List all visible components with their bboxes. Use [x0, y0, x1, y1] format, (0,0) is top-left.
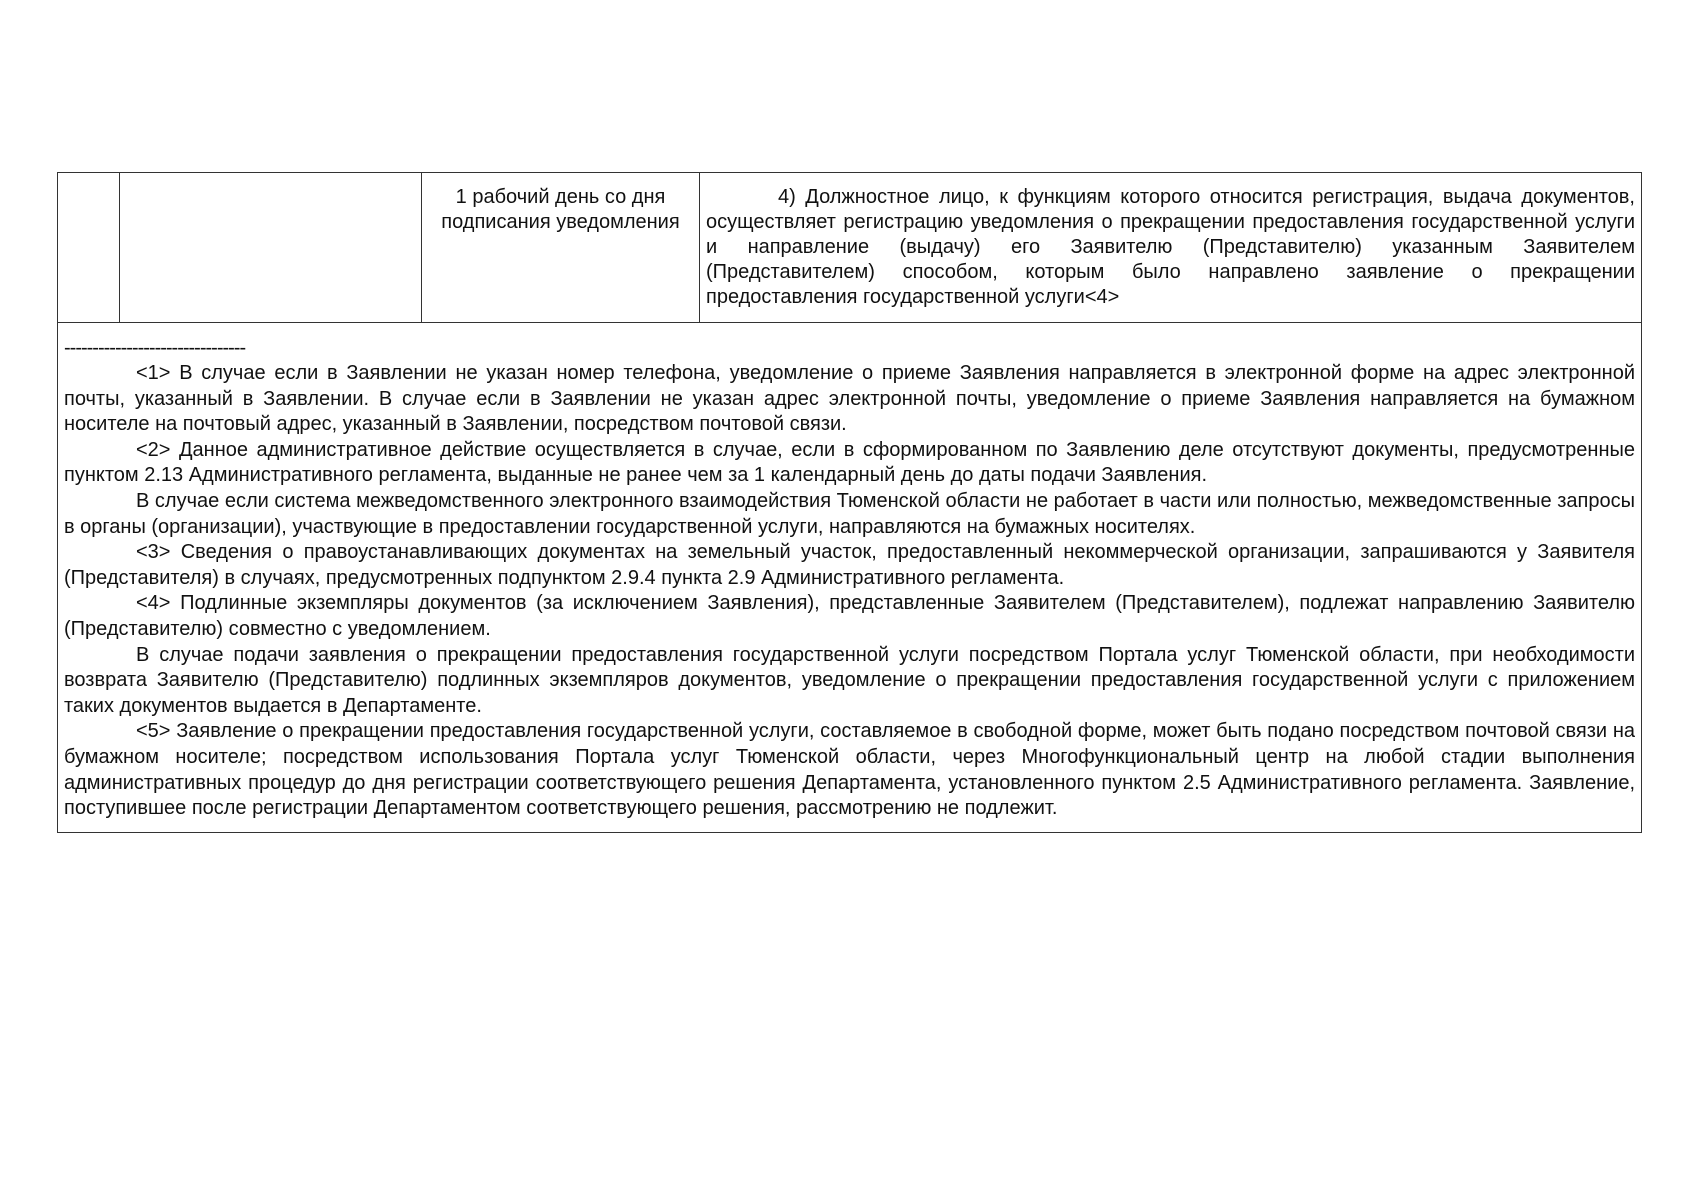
footnote-3: <3> Сведения о правоустанавливающих документах на земельный участок, предоставленный некоммерческой организации, запрашиваются у Заявителя (Представителя) в случаях, предусмотренных подпунктом 2.9.4 пункта 2.9 Административного регламента.	[64, 541, 1635, 589]
footnotes-section	[58, 323, 1641, 832]
footnote-2: <2> Данное административное действие осуществляется в случае, если в сформированном по Заявлению деле отсутствуют документы, предусмотренные пунктом 2.13 Административного регламента, выданные не ранее чем за 1 календарный день до даты подачи Заявления.	[64, 438, 1635, 487]
footnote-4-continued: В случае подачи заявления о прекращении предоставления государственной услуги посредством Портала услуг Тюменской области, при необходимости возврата Заявителю (Представителю) подлинных экземпляров документов, уведомление о прекращении предоставления государственной услуги с приложением таких документов выдается в Департаменте.	[64, 643, 1635, 717]
footnote-2-continued: В случае если система межведомственного электронного взаимодействия Тюменской области не работает в части или полностью, межведомственные запросы в органы (организации), участвующие в предоставлении государственной услуги, направляются на бумажных носителях.	[64, 489, 1635, 538]
table-cell-deadline: 1 рабочий день со дня подписания уведомления	[422, 173, 700, 322]
document-table	[57, 172, 1642, 833]
table-cell-procedure	[120, 173, 422, 322]
footnote-5: <5> Заявление о прекращении предоставления государственной услуги, составляемое в свободной форме, может быть подано посредством почтовой связи на бумажном носителе; посредством использования Портала услуг Тюменской области, через Многофункциональный центр на любой стадии выполнения административных процедур до дня регистрации соответствующего решения Департамента, установленного пунктом 2.5 Административного регламента. Заявление, поступившее после регистрации Департаментом соответствующего решения, рассмотрению не подлежит.	[64, 720, 1635, 820]
table-cell-description: 4) Должностное лицо, к функциям которого относится регистрация, выдача документов, осуществляет регистрацию уведомления о прекращении предоставления государственной услуги и направление (выдачу) его Заявителю (Представителю) указанным Заявителем (Представителем) способом, которым было направлено заявление о прекращении предоставления государственной услуги<4>	[706, 186, 1635, 308]
footnote-4: <4> Подлинные экземпляры документов (за исключением Заявления), представленные Заявителем (Представителем), подлежат направлению Заявителю (Представителю) совместно с уведомлением.	[64, 592, 1635, 640]
footnote-1: <1> В случае если в Заявлении не указан номер телефона, уведомление о приеме Заявления направляется в электронной форме на адрес электронной почты, указанный в Заявлении. В случае если в Заявлении не указан адрес электронной почты, уведомление о приеме Заявления направляется на бумажном носителе на почтовый адрес, указанный в Заявлении, посредством почтовой связи.	[64, 362, 1635, 436]
table-row	[58, 173, 1641, 323]
table-cell-number	[58, 173, 120, 322]
footnote-separator: --------------------------------	[64, 337, 246, 359]
